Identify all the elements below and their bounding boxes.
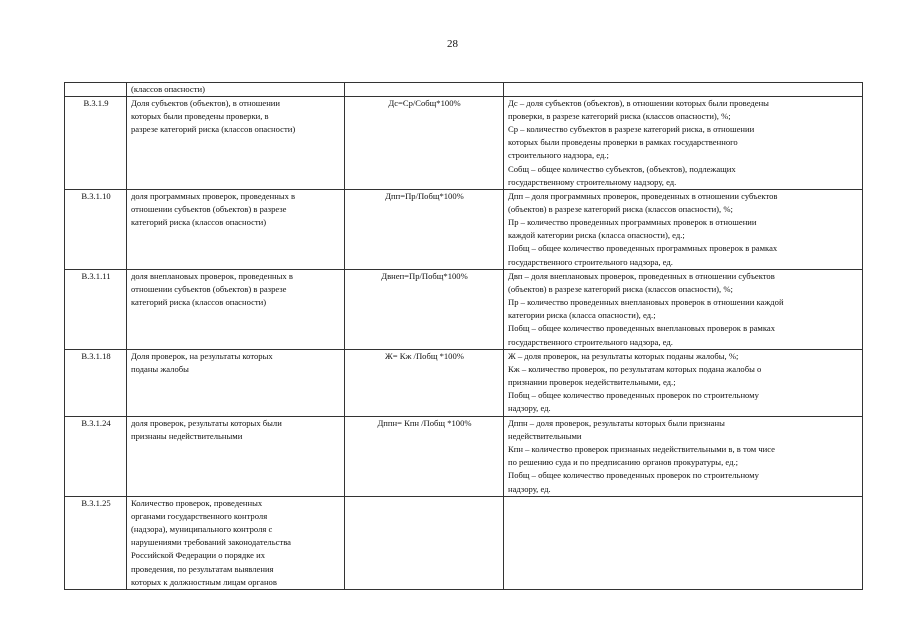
- indicators-table: [64, 82, 863, 590]
- description-line: Пр – количество проведенных внеплановых проверок в отношении каждой: [508, 297, 784, 308]
- name-line: отношении субъектов (объектов) в разрезе: [131, 284, 287, 295]
- name-line: Доля проверок, на результаты которых: [131, 351, 273, 362]
- name-line: доля проверок, результаты которых были: [131, 418, 282, 429]
- indicator-code: В.3.1.24: [65, 417, 127, 497]
- description-line: Побщ – общее количество проведенных программных проверок в рамках: [508, 243, 778, 254]
- indicator-formula: Дс=Ср/Собщ*100%: [345, 97, 504, 190]
- indicator-name: [127, 190, 345, 270]
- indicator-code: В.3.1.18: [65, 350, 127, 417]
- description-line: Собщ – общее количество субъектов, (объектов), подлежащих: [508, 163, 736, 174]
- description-cell: [504, 83, 863, 97]
- indicator-name: [127, 417, 345, 497]
- description-line: Дс – доля субъектов (объектов), в отношении которых были проведены: [508, 98, 769, 109]
- name-line: (классов опасности): [131, 84, 205, 94]
- indicator-formula: Двнеп=Пр/Побщ*100%: [345, 270, 504, 350]
- code-cell: [65, 83, 127, 97]
- description-line: Побщ – общее количество проведенных внеплановых проверок в рамках: [508, 323, 776, 334]
- indicator-description: [504, 497, 863, 590]
- indicator-description: [504, 190, 863, 270]
- name-line: органами государственного контроля: [131, 511, 268, 522]
- table-row: [65, 270, 863, 350]
- description-line: Кпн – количество проверок признаных недействительными в, в том чисе: [508, 444, 775, 455]
- description-line: Побщ – общее количество проведенных проверок по строительному: [508, 470, 759, 481]
- indicator-name: [127, 497, 345, 590]
- description-line: проверки, в разрезе категорий риска (классов опасности), %;: [508, 111, 731, 122]
- table-row: [65, 350, 863, 417]
- name-line: категорий риска (классов опасности): [131, 217, 267, 228]
- name-line: поданы жалобы: [131, 364, 189, 375]
- description-line: Пр – количество проведенных программных проверок в отношении: [508, 217, 757, 228]
- description-line: Ср – количество субъектов в разрезе категорий риска, в отношении: [508, 124, 755, 135]
- description-line: Дпп – доля программных проверок, проведенных в отношении субъектов: [508, 191, 778, 202]
- indicator-name: [127, 97, 345, 190]
- description-line: государственного строительного надзора, ед.: [508, 256, 673, 267]
- name-line: отношении субъектов (объектов) в разрезе: [131, 204, 287, 215]
- name-line: доля программных проверок, проведенных в: [131, 191, 296, 202]
- indicator-description: [504, 97, 863, 190]
- table-row: [65, 417, 863, 497]
- name-line: которых были проведены проверки, в: [131, 111, 269, 122]
- indicator-formula: Дпп=Пр/Побщ*100%: [345, 190, 504, 270]
- indicator-code: В.3.1.9: [65, 97, 127, 190]
- table-row: [65, 97, 863, 190]
- description-line: государственному строительному надзору, ед.: [508, 176, 677, 187]
- name-line: Российской Федерации о порядке их: [131, 550, 266, 561]
- indicator-name: [127, 270, 345, 350]
- indicator-name: [127, 350, 345, 417]
- description-line: Кж – количество проверок, по результатам которых подана жалобы о: [508, 364, 762, 375]
- name-line: разрезе категорий риска (классов опасности): [131, 124, 296, 135]
- description-line: которых были проведены проверки в рамках государственного: [508, 137, 738, 148]
- formula-cell: [345, 83, 504, 97]
- indicator-description: [504, 350, 863, 417]
- description-line: по решению суда и по предписанию органов прокуратуры, ед.;: [508, 457, 738, 468]
- indicator-code: В.3.1.25: [65, 497, 127, 590]
- indicator-formula: Ж= Кж /Побщ *100%: [345, 350, 504, 417]
- description-line: (объектов) в разрезе категорий риска (классов опасности), %;: [508, 204, 733, 215]
- name-line: которых к должностным лицам органов: [131, 576, 277, 587]
- name-line: (надзора), муниципального контроля с: [131, 524, 273, 535]
- indicator-description: [504, 270, 863, 350]
- table-row-continuation: [65, 83, 863, 97]
- description-line: каждой категории риска (класса опасности), ед.;: [508, 230, 685, 241]
- name-line: категорий риска (классов опасности): [131, 297, 267, 308]
- page-number: 28: [447, 38, 458, 50]
- description-line: Ж – доля проверок, на результаты которых поданы жалобы, %;: [508, 351, 739, 362]
- description-line: (объектов) в разрезе категорий риска (классов опасности), %;: [508, 284, 733, 295]
- description-line: Побщ – общее количество проведенных проверок по строительному: [508, 390, 759, 401]
- name-line: доля внеплановых проверок, проведенных в: [131, 271, 293, 282]
- description-line: государственного строительного надзора, ед.: [508, 336, 673, 347]
- description-line: недействительными: [508, 431, 582, 442]
- name-line: нарушениями требований законодательства: [131, 537, 291, 548]
- description-line: надзору, ед.: [508, 483, 551, 494]
- indicator-code: В.3.1.10: [65, 190, 127, 270]
- name-line: Количество проверок, проведенных: [131, 498, 263, 509]
- indicator-code: В.3.1.11: [65, 270, 127, 350]
- description-line: признании проверок недействительными, ед.;: [508, 377, 676, 388]
- description-line: категории риска (класса опасности), ед.;: [508, 310, 656, 321]
- indicator-description: [504, 417, 863, 497]
- name-cell: [127, 83, 345, 97]
- description-line: Двп – доля внеплановых проверок, проведенных в отношении субъектов: [508, 271, 775, 282]
- table-row: [65, 497, 863, 590]
- name-line: проведения, по результатам выявления: [131, 563, 274, 574]
- name-line: признаны недействительными: [131, 431, 243, 442]
- indicator-formula: Дппн= Кпн /Побщ *100%: [345, 417, 504, 497]
- description-line: строительного надзора, ед.;: [508, 150, 609, 161]
- table-row: [65, 190, 863, 270]
- description-line: надзору, ед.: [508, 403, 551, 414]
- name-line: Доля субъектов (объектов), в отношении: [131, 98, 281, 109]
- indicator-formula: [345, 497, 504, 590]
- description-line: Дппн – доля проверок, результаты которых были признаны: [508, 418, 725, 429]
